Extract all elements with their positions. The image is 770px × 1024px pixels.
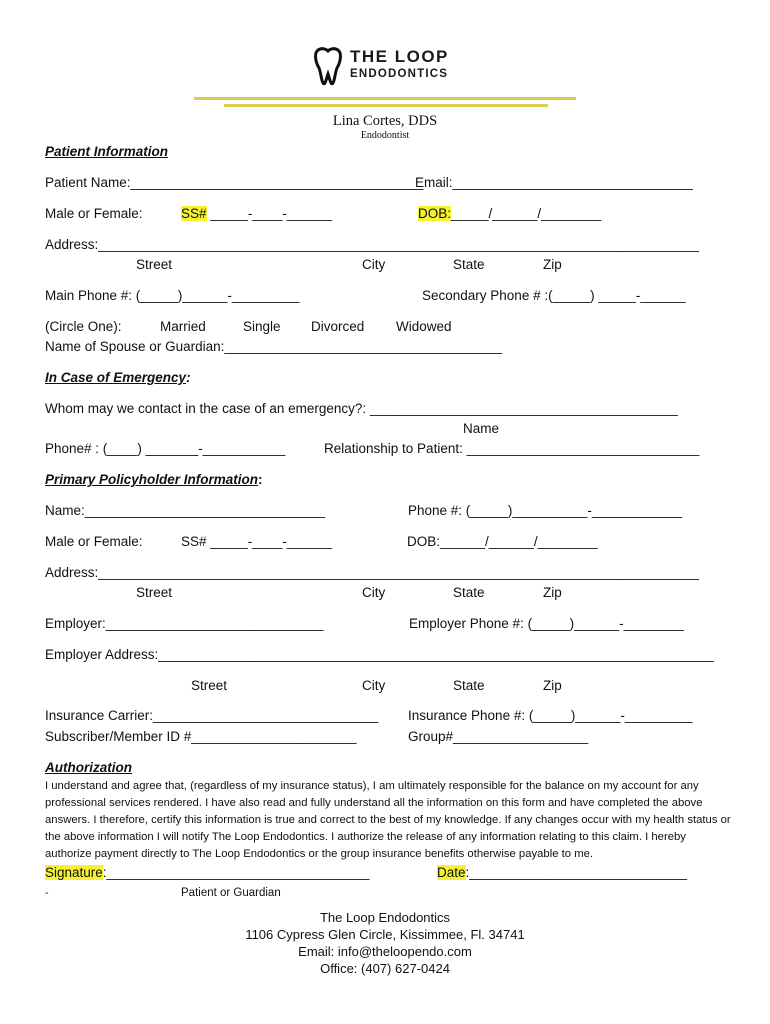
authorization-text: I understand and agree that, (regardless of my insurance status), I am ultimately responsible for the balance on my account for any professional services rendered. I have also read and fully understand all the information on this form and have completed the above answers. I therefore, certify this information is true and correct to the best of my knowledge. If any changes occur with my health status or the above information I will notify The Loop Endodontics. I authorize the release of any information relating to this claim. I hereby authorize payment directly to The Loop Endodontics or the group insurance benefits otherwise payable to me. [45, 780, 731, 860]
street-caption: Street [136, 257, 173, 272]
option-married[interactable]: Married [160, 319, 206, 334]
signature-caption: Patient or Guardian [181, 887, 281, 899]
insurance-carrier-field[interactable]: Insurance Carrier:______________________________ [45, 708, 379, 723]
footer-phone: Office: (407) 627-0424 [320, 961, 450, 976]
signature-dash: - [45, 887, 49, 899]
spouse-guardian-field[interactable]: Name of Spouse or Guardian:_____________________________________ [45, 339, 503, 354]
main-phone-field[interactable]: Main Phone #: (_____)______-_________ [45, 288, 300, 303]
policyholder-heading [45, 471, 263, 489]
policyholder-sex-field[interactable]: Male or Female: [45, 534, 143, 549]
policyholder-address-field[interactable]: Address:________________________________________________________________________________ [45, 565, 699, 580]
signature-blank: :___________________________________ [102, 865, 370, 880]
dob-label: DOB: [418, 206, 452, 221]
date-blank: :_____________________________ [465, 865, 688, 880]
zip-caption: Zip [543, 585, 562, 600]
city-caption: City [362, 678, 386, 693]
employer-address-field[interactable]: Employer Address:__________________________________________________________________________ [45, 647, 714, 662]
footer-email: Email: info@theloopendo.com [298, 944, 472, 959]
dob-blank: _____/______/________ [451, 206, 602, 221]
doctor-title: Endodontist [360, 130, 410, 141]
tooth-icon [312, 46, 344, 86]
brand-subname: ENDODONTICS [350, 68, 449, 80]
policyholder-ss-field[interactable]: SS# _____-____-______ [181, 534, 332, 549]
state-caption: State [453, 678, 485, 693]
zip-caption: Zip [543, 257, 562, 272]
patient-info-heading: Patient Information [45, 144, 169, 159]
employer-field[interactable]: Employer:_____________________________ [45, 616, 324, 631]
state-caption: State [453, 257, 485, 272]
state-caption: State [453, 585, 485, 600]
city-caption: City [362, 585, 386, 600]
patient-address-field[interactable]: Address:________________________________________________________________________________ [45, 237, 699, 252]
header-rule-bottom [224, 104, 548, 107]
option-divorced[interactable]: Divorced [311, 319, 365, 334]
street-caption: Street [191, 678, 228, 693]
policyholder-heading-text: Primary Policyholder Information [45, 472, 259, 487]
subscriber-id-field[interactable]: Subscriber/Member ID #______________________ [45, 729, 357, 744]
doctor-name: Lina Cortes, DDS [332, 113, 438, 129]
street-caption: Street [136, 585, 173, 600]
insurance-phone-field[interactable]: Insurance Phone #: (_____)______-_________ [408, 708, 693, 723]
header-rule-top [194, 97, 576, 100]
patient-sex-field[interactable]: Male or Female: [45, 206, 143, 221]
option-single[interactable]: Single [243, 319, 281, 334]
emergency-name-caption: Name [463, 421, 500, 436]
marital-status-label: (Circle One): [45, 319, 122, 334]
brand-name: THE LOOP [350, 47, 449, 66]
brand-logo [312, 46, 482, 86]
emergency-heading-text: In Case of Emergency [45, 370, 187, 385]
footer-practice-name: The Loop Endodontics [319, 910, 451, 925]
secondary-phone-field[interactable]: Secondary Phone # :(_____) _____-______ [422, 288, 686, 303]
emergency-heading [45, 369, 191, 387]
footer-address: 1106 Cypress Glen Circle, Kissimmee, Fl. 34741 [245, 927, 525, 942]
emergency-contact-field[interactable]: Whom may we contact in the case of an emergency?: _________________________________________ [45, 401, 678, 416]
employer-phone-field[interactable]: Employer Phone #: (_____)______-________ [409, 616, 684, 631]
emergency-heading-colon: : [186, 370, 191, 385]
policyholder-name-field[interactable]: Name:________________________________ [45, 503, 326, 518]
city-caption: City [362, 257, 386, 272]
ss-label: SS# [181, 206, 207, 221]
ss-blank: _____-____-______ [210, 206, 332, 221]
patient-email-field[interactable]: Email:________________________________ [415, 175, 693, 190]
authorization-heading: Authorization [45, 760, 132, 775]
signature-label: Signature [45, 865, 103, 880]
date-field[interactable] [437, 864, 687, 882]
patient-ss-field[interactable] [181, 205, 332, 223]
emergency-relationship-field[interactable]: Relationship to Patient: _______________________________ [324, 441, 700, 456]
policyholder-dob-field[interactable]: DOB:______/______/________ [407, 534, 598, 549]
option-widowed[interactable]: Widowed [396, 319, 452, 334]
patient-name-field[interactable]: Patient Name:_______________________________________ [45, 175, 424, 190]
date-label: Date [437, 865, 466, 880]
policyholder-phone-field[interactable]: Phone #: (_____)__________-____________ [408, 503, 683, 518]
patient-dob-field[interactable] [418, 205, 601, 223]
zip-caption: Zip [543, 678, 562, 693]
group-number-field[interactable]: Group#__________________ [408, 729, 589, 744]
policyholder-heading-colon: : [258, 472, 263, 487]
emergency-phone-field[interactable]: Phone# : (____) _______-___________ [45, 441, 286, 456]
signature-field[interactable] [45, 864, 369, 882]
